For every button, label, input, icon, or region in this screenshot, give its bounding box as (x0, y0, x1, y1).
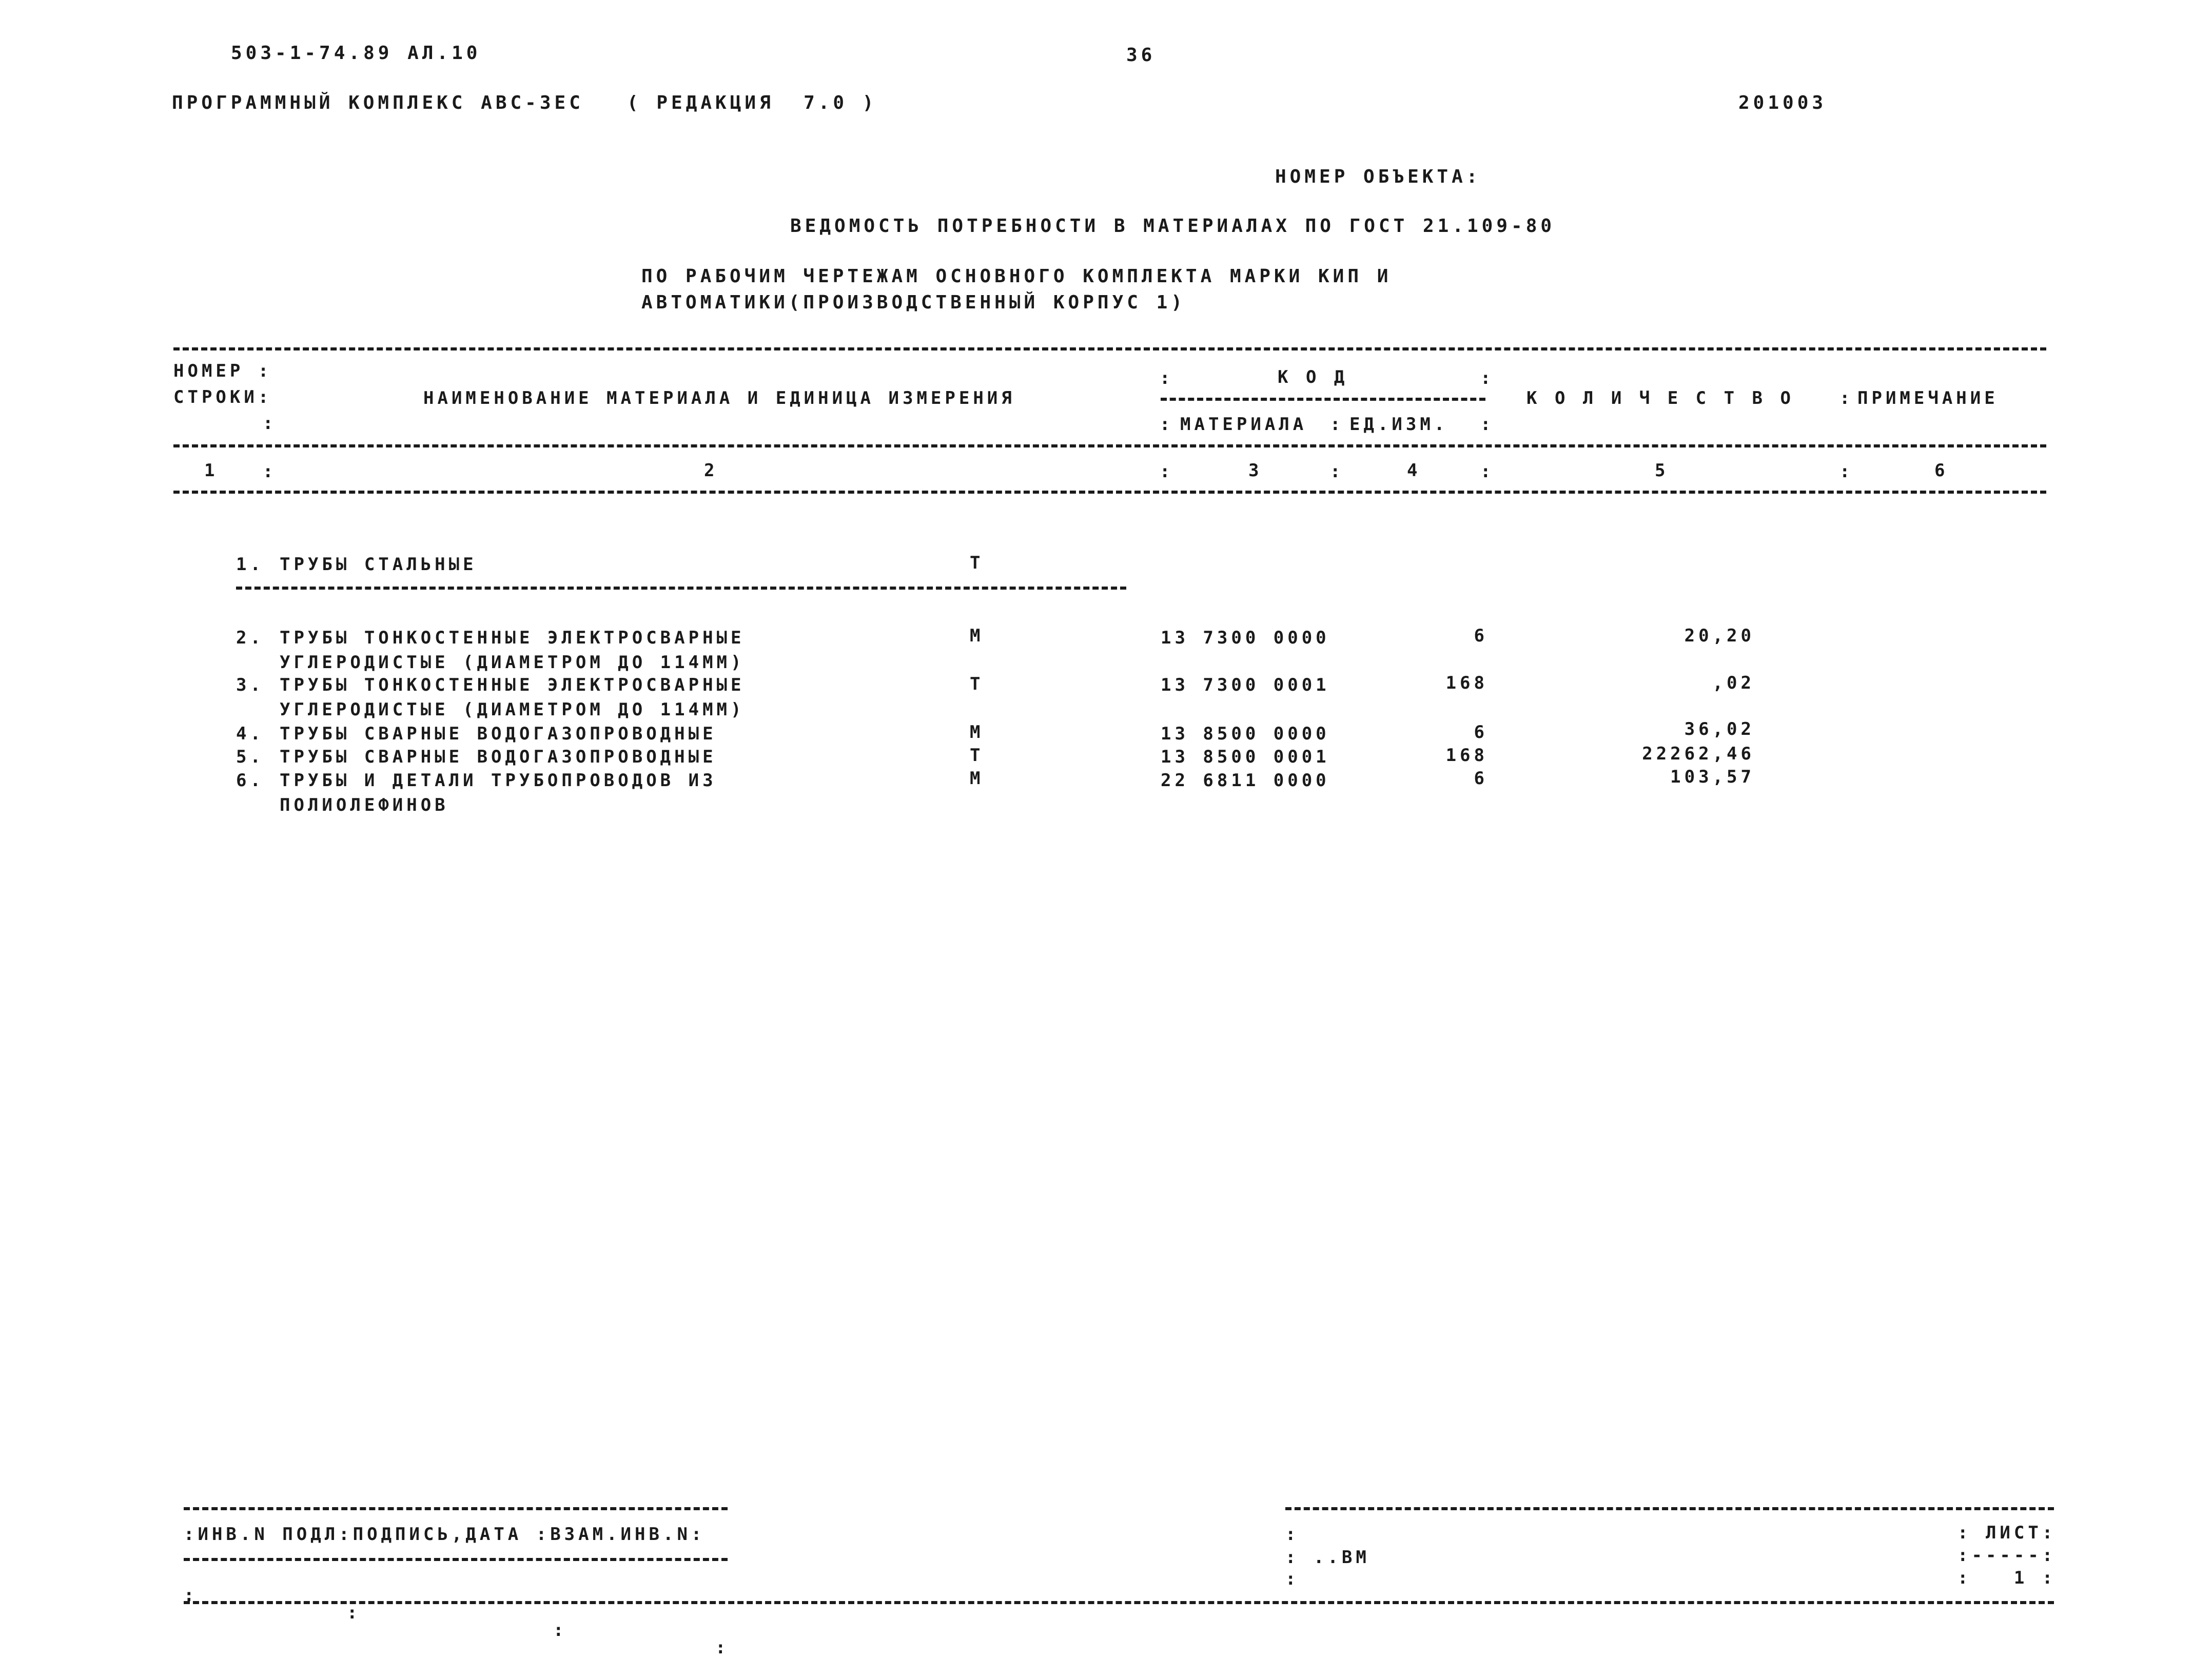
header-material-name: НАИМЕНОВАНИЕ МАТЕРИАЛА И ЕДИНИЦА ИЗМЕРЕНИЯ (423, 388, 1015, 408)
row-1-underline (236, 587, 1126, 590)
header-code-sep-mid: : (1330, 414, 1344, 435)
header-code-sep-right: : (1480, 368, 1495, 388)
header-code-sep-left: : (1160, 368, 1174, 388)
sheet-separator: :-----: (1957, 1545, 2057, 1566)
title-block-code: : ..ВМ (1285, 1547, 1370, 1568)
stamp-top-rule (184, 1507, 728, 1510)
row-5-unit: Т (970, 745, 984, 766)
row-2-name-line-1: ТРУБЫ ТОНКОСТЕННЫЕ ЭЛЕКТРОСВАРНЫЕ (280, 628, 745, 648)
header-row-number-2: СТРОКИ: (173, 387, 272, 407)
header-code-sep-left-2: : (1160, 414, 1174, 435)
object-number-label: НОМЕР ОБЪЕКТА: (1275, 166, 1481, 187)
col-number-1: 1 (204, 460, 219, 481)
row-3-unit-code: 168 (1445, 673, 1488, 693)
row-5-unit-code: 168 (1445, 745, 1488, 766)
title-block-top-rule (1285, 1507, 2054, 1510)
title-block-sep-bottom: : (1285, 1569, 1300, 1589)
row-6-name-line-1: ТРУБЫ И ДЕТАЛИ ТРУБОПРОВОДОВ ИЗ (280, 770, 717, 791)
row-2-quantity: 20,20 (1684, 626, 1755, 646)
row-4-quantity: 36,02 (1684, 719, 1755, 739)
stamp-row (184, 1569, 730, 1658)
row-2-unit: М (970, 626, 984, 646)
title-block-sep-top: : (1285, 1524, 1300, 1545)
row-3-unit: Т (970, 674, 984, 694)
row-4-code: 13 8500 0000 (1161, 724, 1330, 744)
row-2-number: 2. (236, 628, 264, 648)
row-6-unit-code: 6 (1474, 768, 1488, 789)
col-number-sep-2: : (1160, 461, 1174, 482)
program-name: ПРОГРАММНЫЙ КОМПЛЕКС АВС-ЗЕС (172, 92, 584, 113)
row-3-number: 3. (236, 675, 264, 695)
row-6-quantity: 103,57 (1670, 767, 1755, 787)
table-top-rule (173, 347, 2046, 350)
col-number-3: 3 (1248, 460, 1263, 481)
stamp-sep-1: : (184, 1585, 198, 1606)
row-6-number: 6. (236, 770, 264, 791)
row-4-number: 4. (236, 724, 264, 744)
col-number-sep-3: : (1330, 461, 1344, 482)
row-5-quantity: 22262,46 (1642, 744, 1755, 764)
report-code: 201003 (1738, 92, 1827, 113)
page-number: 36 (1126, 45, 1156, 66)
header-quantity: К О Л И Ч Е С Т В О (1526, 388, 1794, 408)
col-number-6: 6 (1934, 460, 1949, 481)
col-number-sep-5: : (1839, 461, 1854, 482)
header-mid-rule (173, 444, 2046, 447)
header-note: ПРИМЕЧАНИЕ (1857, 388, 1999, 408)
col-number-4: 4 (1407, 460, 1421, 481)
row-3-name-line-1: ТРУБЫ ТОНКОСТЕННЫЕ ЭЛЕКТРОСВАРНЫЕ (280, 675, 745, 695)
header-code-sep-right-2: : (1480, 414, 1495, 435)
document-code: 503-1-74.89 АЛ.10 (231, 43, 481, 64)
col-number-sep-1: : (263, 461, 277, 482)
row-3-name-line-2: УГЛЕРОДИСТЫЕ (ДИАМЕТРОМ ДО 114ММ) (280, 699, 745, 720)
header-quantity-sep: : (1839, 388, 1854, 408)
row-3-code: 13 7300 0001 (1161, 675, 1330, 695)
row-4-name: ТРУБЫ СВАРНЫЕ ВОДОГАЗОПРОВОДНЫЕ (280, 724, 717, 744)
program-edition: ( РЕДАКЦИЯ 7.0 ) (627, 92, 877, 113)
header-code-unit: ЕД.ИЗМ. (1349, 414, 1448, 435)
row-1-unit: Т (970, 553, 984, 573)
sheet-label: : ЛИСТ: (1957, 1523, 2057, 1543)
stamp-sep-2: : (347, 1603, 361, 1623)
col-number-2: 2 (704, 460, 718, 481)
row-1-name: ТРУБЫ СТАЛЬНЫЕ (280, 554, 477, 575)
row-2-code: 13 7300 0000 (1161, 628, 1330, 648)
page-title: ВЕДОМОСТЬ ПОТРЕБНОСТИ В МАТЕРИАЛАХ ПО ГОСТ 21.109-80 (790, 216, 1556, 237)
stamp-bottom-rule (184, 1601, 2054, 1604)
row-1-number: 1. (236, 554, 264, 575)
col-number-sep-4: : (1480, 461, 1495, 482)
header-row-number-3: : (263, 413, 277, 434)
row-6-name-line-2: ПОЛИОЛЕФИНОВ (280, 795, 449, 815)
col-number-5: 5 (1655, 460, 1669, 481)
stamp-mid-rule (184, 1558, 728, 1561)
row-3-quantity: ,02 (1712, 673, 1755, 693)
subtitle-line-2: АВТОМАТИКИ(ПРОИЗВОДСТВЕННЫЙ КОРПУС 1) (641, 292, 1186, 313)
subtitle-line-1: ПО РАБОЧИМ ЧЕРТЕЖАМ ОСНОВНОГО КОМПЛЕКТА МАРКИ КИП И (641, 266, 1392, 287)
row-5-code: 13 8500 0001 (1161, 747, 1330, 767)
row-4-unit-code: 6 (1474, 722, 1488, 743)
header-bottom-rule (173, 491, 2046, 494)
stamp-sep-4: : (715, 1637, 730, 1658)
sheet-number: : 1 : (1957, 1568, 2057, 1588)
header-code-material: МАТЕРИАЛА (1180, 414, 1307, 435)
stamp-sep-3: : (553, 1620, 567, 1641)
header-code: К О Д (1278, 367, 1348, 387)
row-2-name-line-2: УГЛЕРОДИСТЫЕ (ДИАМЕТРОМ ДО 114ММ) (280, 652, 745, 673)
stamp-header: :ИНВ.N ПОДЛ:ПОДПИСЬ,ДАТА :ВЗАМ.ИНВ.N: (184, 1524, 706, 1545)
row-2-unit-code: 6 (1474, 626, 1488, 646)
row-5-number: 5. (236, 747, 264, 767)
row-5-name: ТРУБЫ СВАРНЫЕ ВОДОГАЗОПРОВОДНЫЕ (280, 747, 717, 767)
row-6-unit: М (970, 768, 984, 789)
row-6-code: 22 6811 0000 (1161, 770, 1330, 791)
header-row-number-1: НОМЕР : (173, 361, 272, 381)
header-code-rule (1161, 398, 1485, 401)
row-4-unit: М (970, 722, 984, 743)
